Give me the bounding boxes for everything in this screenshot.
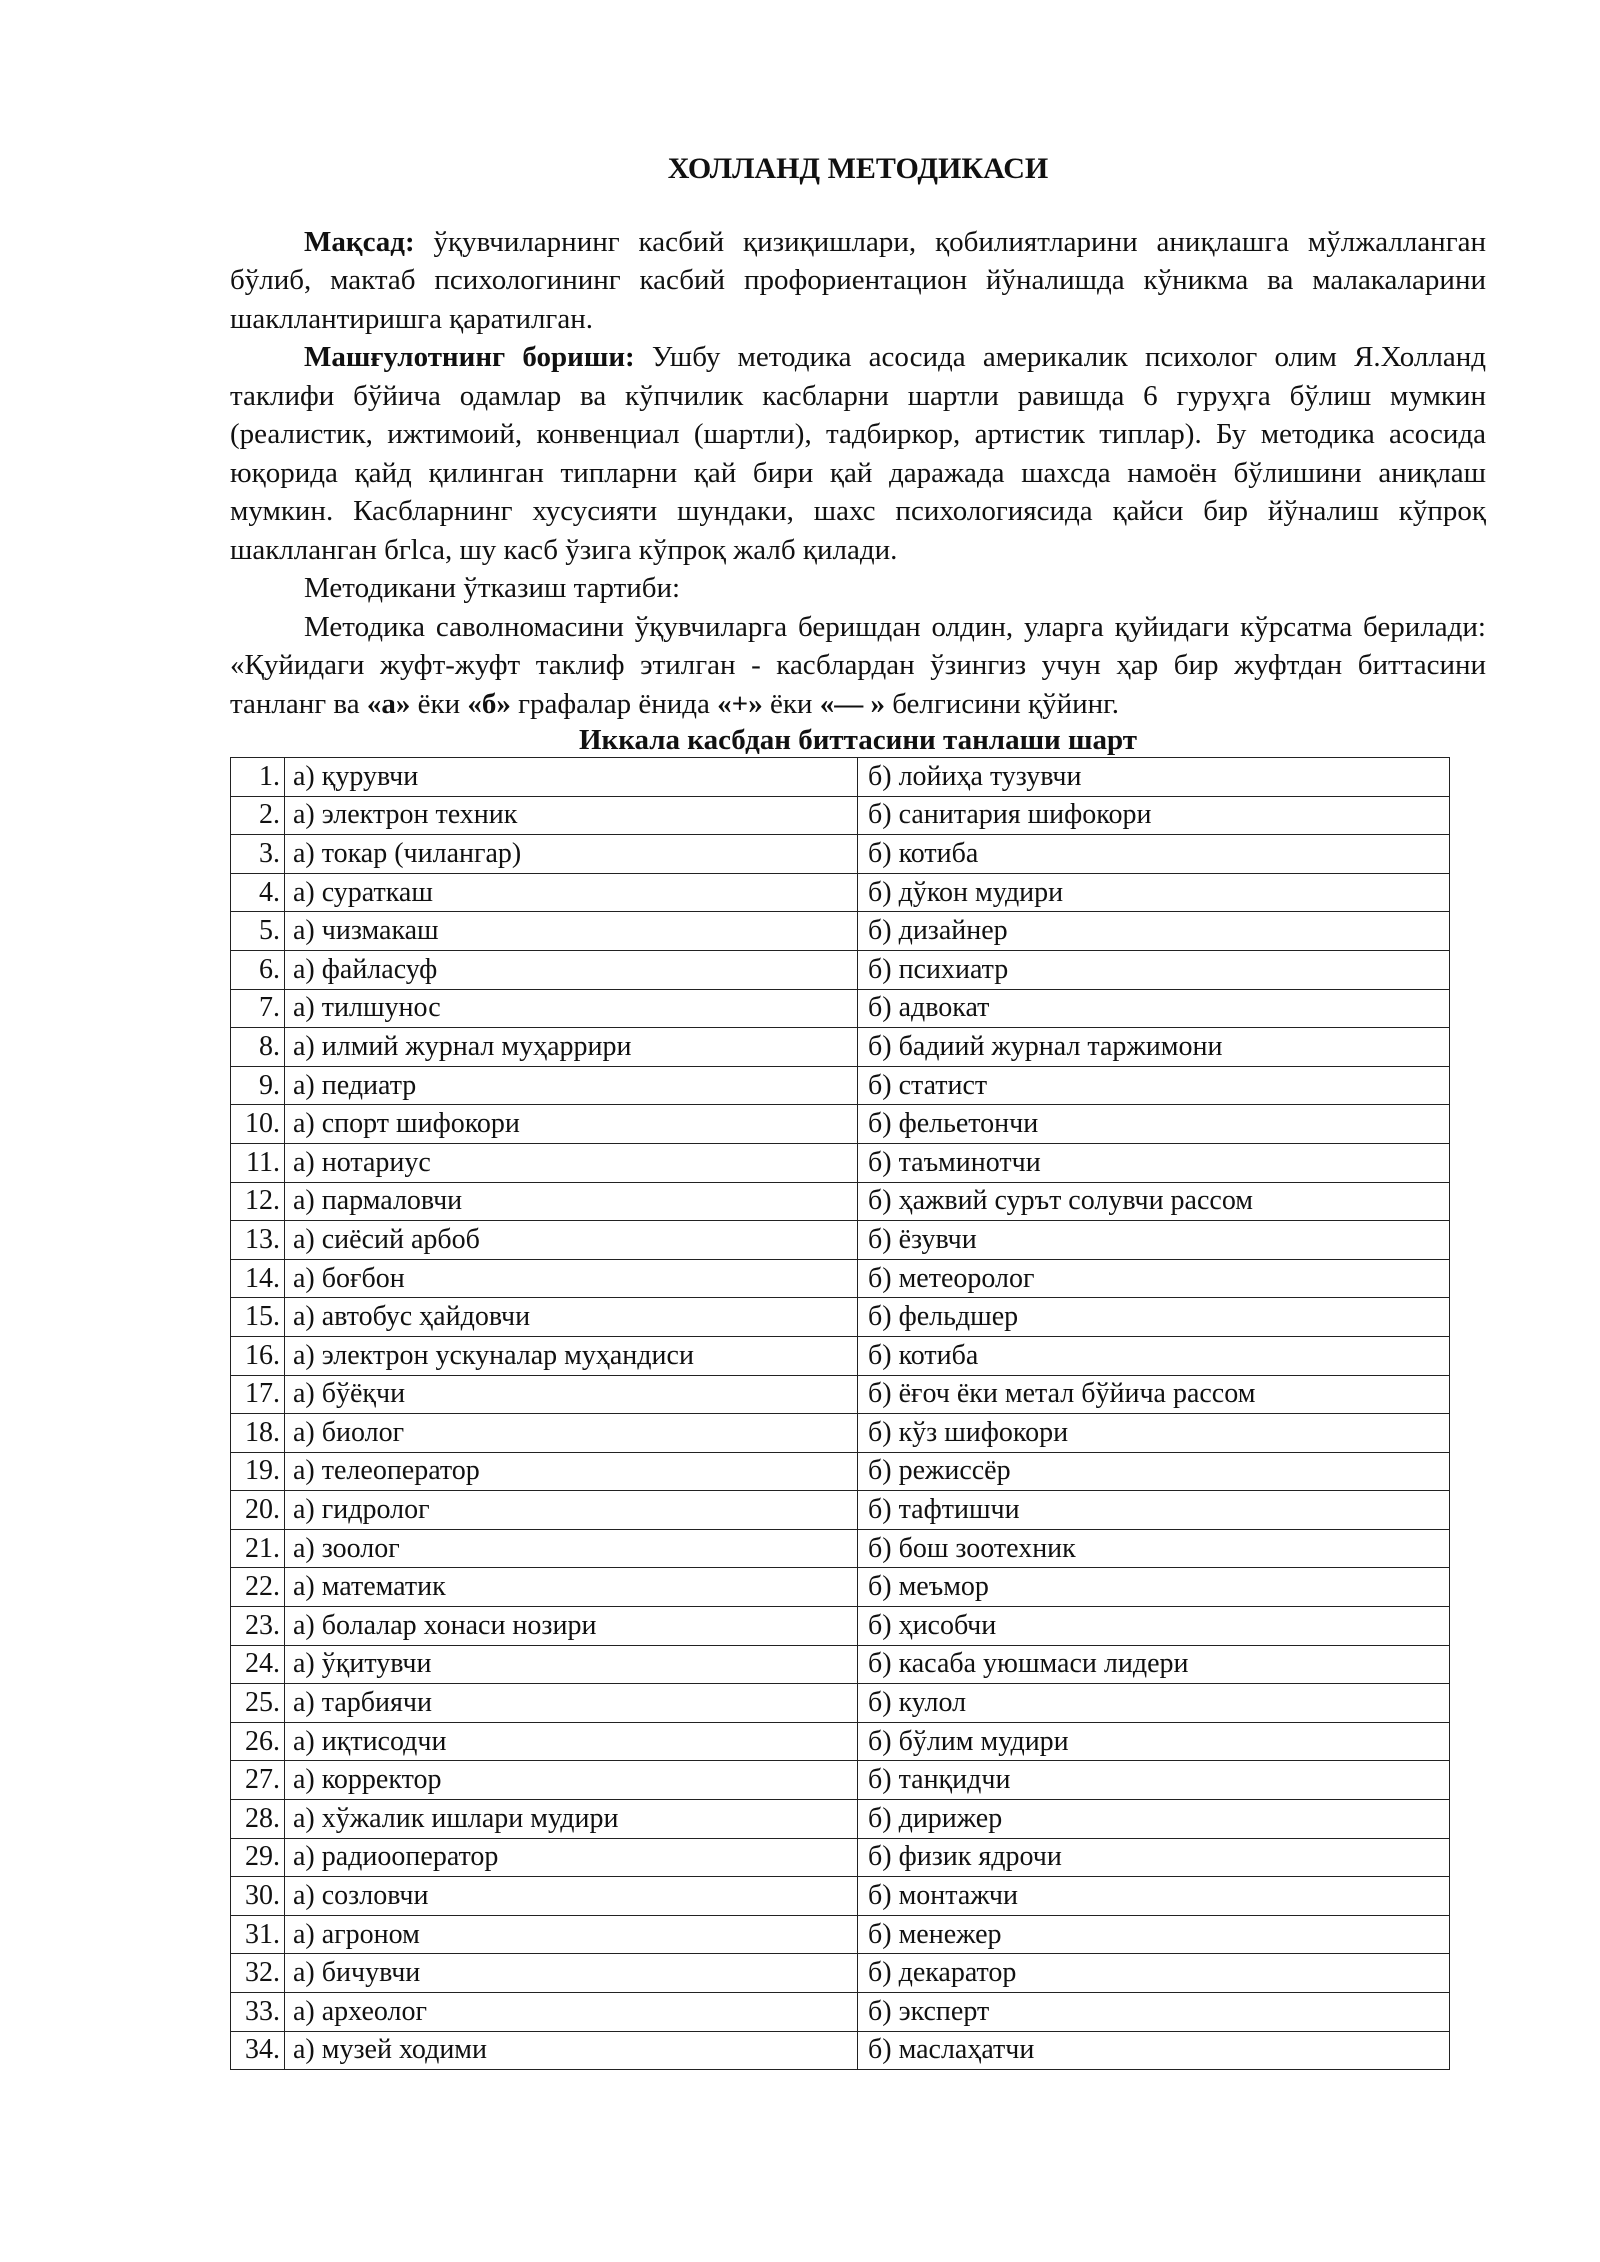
option-b-cell: б) бадиий журнал таржимони <box>858 1028 1450 1067</box>
table-row <box>231 1028 1450 1067</box>
table-row <box>231 1761 1450 1800</box>
row-number: 12. <box>231 1182 285 1221</box>
table-row <box>231 1529 1450 1568</box>
option-a-cell: а) пармаловчи <box>285 1182 858 1221</box>
row-number: 27. <box>231 1761 285 1800</box>
instruction-b-mark: «б» <box>467 687 511 720</box>
option-a-cell: а) бичувчи <box>285 1954 858 1993</box>
option-a-cell: а) радиооператор <box>285 1838 858 1877</box>
profession-pairs-table <box>230 757 1450 2070</box>
table-row <box>231 1877 1450 1916</box>
table-row <box>231 1259 1450 1298</box>
option-a-cell: а) тилшунос <box>285 989 858 1028</box>
document-page <box>230 150 1486 2070</box>
table-row <box>231 1375 1450 1414</box>
row-number: 18. <box>231 1414 285 1453</box>
order-heading: Методикани ўтказиш тартиби: <box>304 572 681 604</box>
option-a-cell: а) автобус ҳайдовчи <box>285 1298 858 1337</box>
option-b-cell: б) санитария шифокори <box>858 796 1450 835</box>
row-number: 16. <box>231 1336 285 1375</box>
goal-paragraph <box>230 223 1486 339</box>
row-number: 13. <box>231 1221 285 1260</box>
option-b-cell: б) таъминотчи <box>858 1143 1450 1182</box>
row-number: 29. <box>231 1838 285 1877</box>
row-number: 4. <box>231 873 285 912</box>
option-a-cell: а) болалар хонаси нозири <box>285 1607 858 1646</box>
instruction-text-3: графалар ёнида <box>510 687 718 720</box>
row-number: 20. <box>231 1491 285 1530</box>
row-number: 22. <box>231 1568 285 1607</box>
goal-text: ўқувчиларнинг касбий қизиқишлари, қобилиятларини аниқлашга мўлжалланган бўлиб, мактаб психологининг касбий профориентацион йўналишда кўникма ва малакаларини шакллантиришга қаратилган. <box>230 225 1486 335</box>
row-number: 9. <box>231 1066 285 1105</box>
table-row <box>231 1568 1450 1607</box>
option-b-cell: б) танқидчи <box>858 1761 1450 1800</box>
table-row <box>231 1915 1450 1954</box>
option-b-cell: б) дўкон мудири <box>858 873 1450 912</box>
table-row <box>231 1452 1450 1491</box>
row-number: 25. <box>231 1684 285 1723</box>
option-b-cell: б) психиатр <box>858 950 1450 989</box>
row-number: 11. <box>231 1143 285 1182</box>
goal-label: Мақсад: <box>304 225 415 258</box>
option-b-cell: б) бўлим мудири <box>858 1722 1450 1761</box>
table-row <box>231 1491 1450 1530</box>
option-a-cell: а) спорт шифокори <box>285 1105 858 1144</box>
option-b-cell: б) касаба уюшмаси лидери <box>858 1645 1450 1684</box>
table-row <box>231 1684 1450 1723</box>
table-row <box>231 950 1450 989</box>
row-number: 15. <box>231 1298 285 1337</box>
row-number: 19. <box>231 1452 285 1491</box>
instruction-a-mark: «а» <box>366 687 411 720</box>
option-b-cell: б) тафтишчи <box>858 1491 1450 1530</box>
table-row <box>231 1298 1450 1337</box>
option-b-cell: б) маслаҳатчи <box>858 2031 1450 2070</box>
instruction-text-4: ёки <box>762 687 820 720</box>
table-row <box>231 1105 1450 1144</box>
row-number: 32. <box>231 1954 285 1993</box>
table-row <box>231 796 1450 835</box>
table-row <box>231 1143 1450 1182</box>
option-b-cell: б) дирижер <box>858 1800 1450 1839</box>
table-row <box>231 758 1450 797</box>
row-number: 30. <box>231 1877 285 1916</box>
option-a-cell: а) созловчи <box>285 1877 858 1916</box>
option-a-cell: а) археолог <box>285 1993 858 2032</box>
table-row <box>231 1993 1450 2032</box>
instruction-text-5: белгисини қўйинг. <box>884 687 1120 720</box>
option-a-cell: а) электрон техник <box>285 796 858 835</box>
table-row <box>231 1954 1450 1993</box>
row-number: 6. <box>231 950 285 989</box>
row-number: 10. <box>231 1105 285 1144</box>
table-body <box>231 758 1450 2070</box>
row-number: 34. <box>231 2031 285 2070</box>
row-number: 14. <box>231 1259 285 1298</box>
option-a-cell: а) математик <box>285 1568 858 1607</box>
option-b-cell: б) фельдшер <box>858 1298 1450 1337</box>
table-row <box>231 1221 1450 1260</box>
row-number: 23. <box>231 1607 285 1646</box>
option-a-cell: а) боғбон <box>285 1259 858 1298</box>
option-a-cell: а) корректор <box>285 1761 858 1800</box>
option-b-cell: б) кўз шифокори <box>858 1414 1450 1453</box>
row-number: 3. <box>231 835 285 874</box>
row-number: 8. <box>231 1028 285 1067</box>
row-number: 7. <box>231 989 285 1028</box>
option-b-cell: б) ҳисобчи <box>858 1607 1450 1646</box>
row-number: 1. <box>231 758 285 797</box>
option-a-cell: а) бўёқчи <box>285 1375 858 1414</box>
table-row <box>231 1066 1450 1105</box>
option-b-cell: б) дизайнер <box>858 912 1450 951</box>
instruction-paragraph <box>230 608 1486 724</box>
option-a-cell: а) файласуф <box>285 950 858 989</box>
procedure-paragraph <box>230 338 1486 569</box>
row-number: 5. <box>231 912 285 951</box>
option-a-cell: а) музей ходими <box>285 2031 858 2070</box>
option-b-cell: б) физик ядрочи <box>858 1838 1450 1877</box>
option-b-cell: б) монтажчи <box>858 1877 1450 1916</box>
table-row <box>231 1414 1450 1453</box>
row-number: 21. <box>231 1529 285 1568</box>
option-a-cell: а) токар (чилангар) <box>285 835 858 874</box>
option-a-cell: а) гидролог <box>285 1491 858 1530</box>
table-row <box>231 1607 1450 1646</box>
procedure-label: Машғулотнинг бориши: <box>304 341 635 373</box>
option-a-cell: а) тарбиячи <box>285 1684 858 1723</box>
option-b-cell: б) лойиҳа тузувчи <box>858 758 1450 797</box>
option-b-cell: б) менежер <box>858 1915 1450 1954</box>
row-number: 31. <box>231 1915 285 1954</box>
option-b-cell: б) эксперт <box>858 1993 1450 2032</box>
option-a-cell: а) телеоператор <box>285 1452 858 1491</box>
option-a-cell: а) педиатр <box>285 1066 858 1105</box>
table-row <box>231 1800 1450 1839</box>
instruction-plus-mark: «+» <box>717 687 763 720</box>
option-a-cell: а) иқтисодчи <box>285 1722 858 1761</box>
option-b-cell: б) бош зоотехник <box>858 1529 1450 1568</box>
option-b-cell: б) статист <box>858 1066 1450 1105</box>
option-a-cell: а) қурувчи <box>285 758 858 797</box>
option-a-cell: а) биолог <box>285 1414 858 1453</box>
option-b-cell: б) метеоролог <box>858 1259 1450 1298</box>
procedure-text: Ушбу методика асосида америкалик психолог олим Я.Холланд таклифи бўйича одамлар ва кўпчилик касбларни шартли равишда 6 гуруҳга бўлиш мумкин (реалистик, ижтимоий, конвенциал (шартли), тадбиркор, артистик типлар). Бу методика асосида юқорида қайд қилинган типларни қай бири қай даражада шахсда намоён бўлишини аниқлаш мумкин. Касбларнинг хусусияти шундаки, шахс психологиясида қайси бир йўналиш кўпроқ шаклланган бгlса, шу касб ўзига кўпроқ жалб қилади. <box>230 341 1486 566</box>
row-number: 24. <box>231 1645 285 1684</box>
option-a-cell: а) илмий журнал муҳаррири <box>285 1028 858 1067</box>
row-number: 26. <box>231 1722 285 1761</box>
table-caption: Иккала касбдан биттасини танлаши шарт <box>578 724 1137 756</box>
row-number: 2. <box>231 796 285 835</box>
option-b-cell: б) фельетончи <box>858 1105 1450 1144</box>
option-a-cell: а) агроном <box>285 1915 858 1954</box>
table-row <box>231 989 1450 1028</box>
option-b-cell: б) режиссёр <box>858 1452 1450 1491</box>
table-row <box>231 835 1450 874</box>
option-b-cell: б) меъмор <box>858 1568 1450 1607</box>
row-number: 17. <box>231 1375 285 1414</box>
table-row <box>231 2031 1450 2070</box>
option-a-cell: а) электрон ускуналар муҳандиси <box>285 1336 858 1375</box>
table-row <box>231 912 1450 951</box>
option-b-cell: б) ёғоч ёки метал бўйича рассом <box>858 1375 1450 1414</box>
option-a-cell: а) чизмакаш <box>285 912 858 951</box>
table-row <box>231 1182 1450 1221</box>
row-number: 33. <box>231 1993 285 2032</box>
instruction-text-1: Методика саволномасини ўқувчиларга беришдан олдин, уларга қуйидаги кўрсатма берилади: «Қуйидаги жуфт-жуфт таклиф этилган - касблардан ўзингиз учун ҳар бир жуфтдан биттасини танланг ва <box>230 610 1486 720</box>
option-a-cell: а) сураткаш <box>285 873 858 912</box>
instruction-text-2: ёки <box>410 687 468 720</box>
option-a-cell: а) нотариус <box>285 1143 858 1182</box>
option-a-cell: а) зоолог <box>285 1529 858 1568</box>
option-b-cell: б) ҳажвий сурът солувчи рассом <box>858 1182 1450 1221</box>
table-row <box>231 1838 1450 1877</box>
table-row <box>231 873 1450 912</box>
option-b-cell: б) ёзувчи <box>858 1221 1450 1260</box>
table-row <box>231 1336 1450 1375</box>
option-b-cell: б) кулол <box>858 1684 1450 1723</box>
option-b-cell: б) котиба <box>858 835 1450 874</box>
table-row <box>231 1645 1450 1684</box>
option-a-cell: а) сиёсий арбоб <box>285 1221 858 1260</box>
document-title: ХОЛЛАНД МЕТОДИКАСИ <box>667 152 1049 185</box>
option-b-cell: б) декаратор <box>858 1954 1450 1993</box>
option-b-cell: б) адвокат <box>858 989 1450 1028</box>
instruction-dash-mark: «— » <box>819 687 885 720</box>
option-a-cell: а) ўқитувчи <box>285 1645 858 1684</box>
table-row <box>231 1722 1450 1761</box>
row-number: 28. <box>231 1800 285 1839</box>
option-b-cell: б) котиба <box>858 1336 1450 1375</box>
option-a-cell: а) хўжалик ишлари мудири <box>285 1800 858 1839</box>
